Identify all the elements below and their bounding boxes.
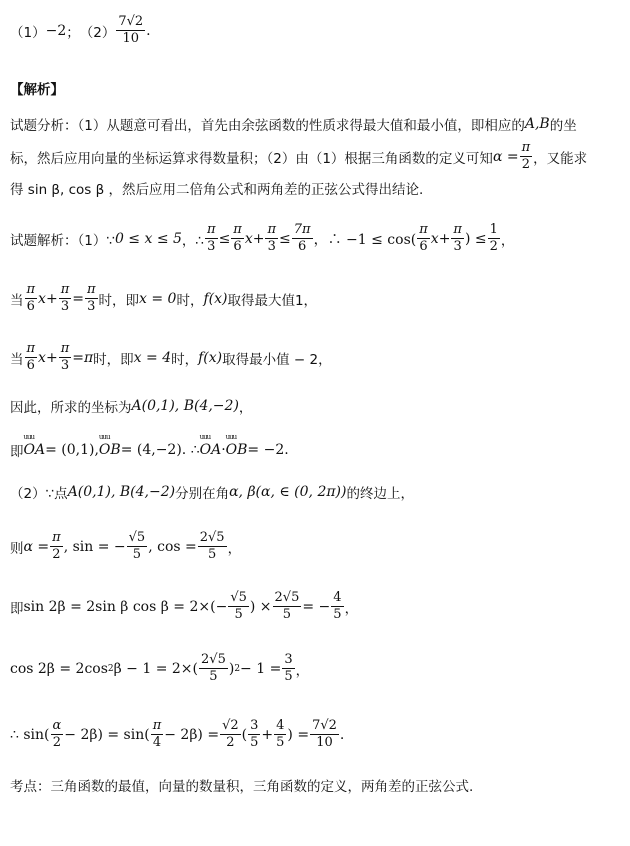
comma: ， — [295, 662, 310, 679]
text: 即 — [10, 600, 24, 617]
vector-ob: uuu OB — [99, 442, 121, 458]
therefore-1: ，∴ — [181, 232, 205, 249]
text: 即 — [10, 444, 24, 460]
text: β − 1 = 2×( — [113, 660, 199, 677]
analysis-points-ab: A,B — [524, 116, 550, 132]
frac-den: 2 — [52, 547, 61, 562]
frac-num: 7√2 — [312, 718, 337, 733]
solution-line-8 — [10, 590, 358, 623]
frac-num: 7π — [293, 222, 311, 237]
plus: + — [261, 726, 274, 743]
text: 时， — [171, 351, 199, 368]
frac-den: 3 — [60, 358, 70, 373]
frac-pi-3 — [59, 282, 72, 315]
frac-num: 2√5 — [201, 652, 226, 667]
frac-7pi-6 — [292, 222, 313, 255]
coordinates: A(0,1), B(4,−2) — [131, 398, 239, 414]
frac-2sqrt5-5 — [199, 652, 228, 685]
text: ) — [228, 660, 235, 677]
frac-pi-3 — [205, 222, 218, 255]
solution-label: 试题解析：（1）∵ — [10, 232, 115, 249]
text: , sin = − — [63, 538, 126, 555]
text: = − — [302, 598, 331, 615]
text: 当 — [10, 292, 24, 309]
text: 时， — [176, 292, 204, 309]
frac-pi-3 — [59, 341, 72, 374]
frac-num: π — [26, 282, 36, 297]
text: = −2. — [247, 442, 289, 458]
text: 则 — [10, 540, 24, 557]
var-x: x — [244, 230, 253, 247]
frac-num: 2√5 — [199, 530, 225, 545]
frac-num: 3 — [284, 652, 293, 667]
plus: + — [45, 290, 58, 307]
frac-den: 2 — [521, 157, 530, 172]
answer-part2-label: （2） — [79, 24, 116, 41]
period: . — [339, 726, 345, 743]
solution-line-3 — [10, 341, 332, 374]
frac-den: 6 — [26, 299, 35, 314]
frac-num: √5 — [230, 590, 247, 605]
frac-2sqrt5-5 — [273, 590, 302, 623]
frac-num: π — [86, 282, 96, 297]
frac-num: 3 — [250, 718, 259, 733]
alpha-eq: α = — [23, 538, 50, 555]
text: （2）∵点 — [10, 486, 68, 502]
frac-num: π — [207, 222, 216, 237]
text: ∴ sin( — [10, 726, 50, 743]
answer-line — [10, 14, 151, 47]
frac-sqrt5-5 — [228, 590, 249, 623]
frac-4-5 — [274, 718, 286, 751]
answer-part1-value: −2 — [45, 22, 67, 39]
analysis-line-3: 得 sin β, cos β ，然后应用二倍角公式和两角差的正弦公式得出结论. — [10, 182, 424, 198]
analysis-text-1a: 试题分析：（1）从题意可看出，首先由余弦函数的性质求得最大值和最小值，即相应的 — [10, 118, 525, 134]
frac-num: π — [60, 341, 70, 356]
text: = (4,−2). ∴ — [120, 442, 200, 458]
frac-num: π — [419, 222, 428, 237]
vector-ob: uuu OB — [226, 442, 248, 458]
vector-oa: uuu OA — [200, 442, 222, 458]
frac-num: π — [521, 140, 531, 155]
comma: ， — [227, 540, 242, 557]
var-x: x — [430, 230, 439, 247]
frac-den: 3 — [267, 239, 276, 254]
analysis-line-2 — [10, 140, 587, 173]
text: ) = — [287, 726, 310, 743]
solution-line-2 — [10, 282, 317, 315]
frac-num: √5 — [128, 530, 146, 545]
text: − 2β) = sin( — [64, 726, 150, 743]
analysis-text-2c: ，又能求 — [533, 150, 588, 167]
frac-den: 4 — [152, 735, 162, 750]
frac-sqrt2-2 — [220, 718, 241, 751]
text: − 1 = — [240, 660, 282, 677]
frac-den: 5 — [132, 547, 142, 562]
frac-num: 4 — [276, 718, 285, 733]
frac-pi-6 — [25, 282, 38, 315]
angles: α, β(α, ∈ (0, 2π)) — [229, 484, 347, 500]
x-value: x = 4 — [133, 349, 172, 366]
frac-num: π — [60, 282, 70, 297]
frac-num: π — [233, 222, 242, 237]
frac-den: 6 — [419, 239, 428, 254]
analysis-line-1 — [10, 114, 577, 134]
eq: = — [72, 290, 84, 307]
answer-part2-denominator: 10 — [122, 31, 140, 46]
frac-den: 5 — [282, 607, 292, 622]
dot: · — [221, 442, 226, 458]
comma: ， — [344, 600, 359, 617]
frac-1-2 — [488, 222, 500, 255]
frac-7sqrt2-10 — [310, 718, 339, 751]
text: ) × — [249, 598, 272, 615]
frac-pi-3 — [451, 222, 464, 255]
frac-den: 3 — [453, 239, 462, 254]
x-value: x = 0 — [139, 290, 177, 307]
analysis-alpha-eq: α = — [492, 148, 519, 165]
frac-pi-6 — [417, 222, 430, 255]
text: 当 — [10, 351, 24, 368]
text: ，∴ −1 ≤ cos( — [313, 231, 417, 248]
text: 取得最大值1， — [227, 292, 318, 309]
eq: = — [72, 349, 84, 366]
frac-num: π — [26, 341, 36, 356]
frac-den: 2 — [489, 239, 498, 254]
frac-num: π — [267, 222, 277, 237]
frac-den: 6 — [233, 239, 242, 254]
frac-den: 10 — [316, 735, 333, 750]
frac-num: √2 — [222, 718, 239, 733]
x-range: 0 ≤ x ≤ 5 — [114, 230, 182, 247]
solution-line-9 — [10, 652, 309, 685]
frac-num: π — [152, 718, 162, 733]
frac-den: 3 — [87, 299, 96, 314]
frac-den: 5 — [234, 607, 243, 622]
square: 2 — [234, 663, 241, 674]
frac-pi-3 — [265, 222, 278, 255]
plus: + — [252, 230, 265, 247]
text: ( — [241, 726, 248, 743]
solution-line-5 — [10, 440, 289, 460]
frac-num: 2√5 — [274, 590, 300, 605]
frac-3-5 — [282, 652, 294, 685]
text: 时，即 — [98, 292, 140, 309]
frac-den: 6 — [298, 239, 307, 254]
section-title: 【解析】 — [10, 82, 64, 98]
analysis-pi-over-2 — [520, 140, 533, 173]
key-points: 考点：三角函数的最值，向量的数量积，三角函数的定义，两角差的正弦公式. — [10, 779, 474, 795]
pi: π — [83, 349, 94, 366]
text: 因此，所求的坐标为 — [10, 400, 132, 416]
text: − 2β) = — [164, 726, 220, 743]
text: cos 2β = 2cos — [10, 660, 108, 677]
frac-num: 1 — [489, 222, 498, 237]
frac-den: 5 — [250, 735, 259, 750]
answer-separator: ； — [66, 24, 80, 41]
frac-pi-6 — [231, 222, 244, 255]
plus: + — [45, 349, 58, 366]
frac-den: 5 — [208, 547, 217, 562]
frac-den: 5 — [209, 669, 218, 684]
comma: ， — [500, 232, 515, 249]
comma: ， — [238, 400, 253, 416]
solution-line-6 — [10, 482, 414, 502]
text: 时，即 — [93, 351, 134, 368]
plus: + — [438, 230, 451, 247]
frac-pi-2 — [50, 530, 63, 563]
square: 2 — [107, 663, 114, 674]
text: sin 2β = 2sin β cos β = 2×(− — [23, 598, 228, 615]
frac-3-5 — [248, 718, 260, 751]
answer-end: . — [146, 22, 151, 39]
text: 取得最小值 − 2， — [222, 351, 332, 368]
frac-num: π — [52, 530, 61, 545]
answer-part1-label: （1） — [10, 24, 46, 41]
frac-num: α — [52, 718, 62, 733]
analysis-text-1c: 的坐 — [549, 118, 577, 134]
frac-den: 5 — [333, 607, 342, 622]
answer-part2-numerator: 7√2 — [118, 14, 144, 29]
text: ) ≤ — [464, 230, 487, 247]
var-x: x — [38, 349, 46, 366]
function-f: f(x) — [198, 349, 223, 366]
var-x: x — [38, 290, 46, 307]
frac-den: 6 — [26, 358, 35, 373]
frac-num: 4 — [333, 590, 342, 605]
frac-den: 2 — [52, 735, 62, 750]
frac-den: 3 — [60, 299, 70, 314]
frac-num: π — [453, 222, 462, 237]
leq-1: ≤ — [218, 230, 231, 247]
solution-line-4 — [10, 396, 252, 416]
solution-line-7 — [10, 530, 241, 563]
text: 的终边上， — [346, 486, 414, 502]
frac-den: 5 — [276, 735, 285, 750]
frac-alpha-2 — [51, 718, 64, 751]
function-f: f(x) — [203, 290, 228, 307]
frac-2sqrt5-5 — [198, 530, 227, 563]
frac-den: 3 — [207, 239, 216, 254]
text: , cos = — [148, 538, 197, 555]
solution-line-10 — [10, 718, 344, 751]
solution-line-1 — [10, 222, 514, 255]
vector-oa: uuu OA — [24, 442, 46, 458]
leq-2: ≤ — [279, 230, 291, 247]
text: = (0,1), — [45, 442, 99, 458]
answer-part2-fraction — [116, 14, 145, 47]
frac-pi-3 — [85, 282, 98, 315]
frac-4-5 — [331, 590, 343, 623]
text: 分别在角 — [175, 486, 230, 502]
frac-sqrt5-5 — [127, 530, 148, 563]
analysis-text-2a: 标，然后应用向量的坐标运算求得数量积；（2）由（1）根据三角函数的定义可知 — [10, 150, 493, 167]
frac-den: 5 — [284, 669, 293, 684]
frac-pi-4 — [151, 718, 164, 751]
frac-pi-6 — [25, 341, 38, 374]
frac-den: 2 — [226, 735, 235, 750]
coordinates: A(0,1), B(4,−2) — [67, 484, 176, 500]
